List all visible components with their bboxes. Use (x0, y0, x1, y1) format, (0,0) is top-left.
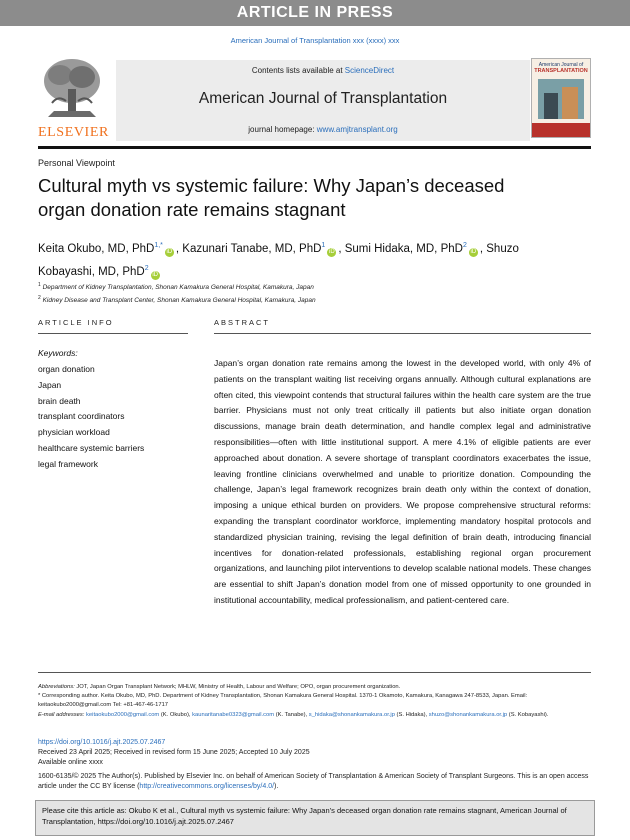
author-name: Shuzo Kobayashi, MD, PhD (38, 243, 519, 278)
cover-strip (532, 123, 590, 137)
abstract-rule (214, 333, 591, 334)
keyword-item[interactable]: brain death (38, 395, 81, 406)
author-affiliation-marker[interactable]: 1 (321, 242, 326, 249)
abbreviations-text: JOT, Japan Organ Transplant Network; MHLW, Ministry of Health, Labour and Welfare; OPO, organ procurement organization. (74, 684, 401, 690)
corresponding-author-note: * Corresponding author. Keita Okubo, MD, PhD. Department of Kidney Transplantation, Shonan Kamakura General Hospital. 1370-1 Okamoto, Kamakura, Kanagawa 247-8533, Japan. Email: keitaokubo2000@gmail.com Tel: +81-467-46-1717 (38, 693, 528, 709)
author-name: Keita Okubo, MD, PhD (38, 243, 155, 255)
email-link[interactable]: keitaokubo2000@gmail.com (86, 711, 160, 718)
email-link[interactable]: shuzo@shonankamakura.or.jp (428, 711, 508, 718)
journal-header-box (116, 60, 530, 141)
affiliation-item (38, 293, 316, 306)
elsevier-logo[interactable] (38, 55, 109, 140)
author-list (38, 236, 568, 282)
license-statement (38, 772, 591, 792)
keyword-item[interactable]: healthcare systemic barriers (38, 442, 145, 453)
license-link[interactable]: http://creativecommons.org/licenses/by/4.0/ (139, 783, 275, 790)
article-section-label: Personal Viewpoint (38, 158, 115, 168)
email-owner: (K. Tanabe), (274, 711, 309, 718)
author-separator: , (338, 243, 345, 255)
elsevier-wordmark: ELSEVIER (38, 125, 109, 140)
homepage-line (116, 125, 530, 134)
email-link[interactable]: kaunaritanabe0323@gmail.com (192, 711, 275, 718)
article-title: Cultural myth vs systemic failure: Why Japan’s deceased organ donation rate remains stagnant (38, 175, 505, 220)
doi-link[interactable]: https://doi.org/10.1016/j.ajt.2025.07.2467 (38, 739, 166, 746)
homepage-link[interactable]: www.amjtransplant.org (316, 125, 398, 134)
affiliation-item (38, 280, 316, 293)
keyword-item[interactable]: Japan (38, 379, 62, 390)
sciencedirect-link[interactable]: ScienceDirect (344, 66, 395, 75)
author-separator: , (479, 243, 487, 255)
affiliation-number: 1 (38, 282, 41, 288)
cover-title-small: American Journal of (538, 62, 584, 68)
affiliations (38, 280, 316, 306)
email-owner: (S. Kobayashi). (507, 711, 549, 718)
abstract-column (214, 318, 591, 609)
orcid-icon[interactable]: iD (166, 249, 173, 255)
author-name: Sumi Hidaka, MD, PhD (344, 243, 463, 255)
affiliation-text: Kidney Disease and Transplant Center, Shonan Kamakura General Hospital, Kamakura, Japan (42, 297, 316, 305)
author-name: Kazunari Tanabe, MD, PhD (182, 243, 322, 255)
orcid-icon[interactable]: iD (328, 249, 335, 255)
available-online: Available online xxxx (38, 759, 103, 766)
footnote-divider (38, 672, 591, 673)
article-in-press-banner: ARTICLE IN PRESS (0, 0, 630, 26)
elsevier-tree-icon (38, 55, 106, 127)
footnotes (38, 683, 591, 720)
orcid-icon[interactable]: iD (470, 249, 477, 255)
cover-image (538, 79, 584, 119)
email-addresses-note (38, 711, 591, 720)
article-info-column (38, 318, 188, 473)
masthead-divider (38, 146, 591, 149)
journal-citation-link[interactable]: American Journal of Transplantation xxx (xxxx) xxx (230, 36, 400, 45)
abbreviations-note (38, 683, 591, 692)
keyword-item[interactable]: legal framework (38, 458, 98, 469)
cover-title (532, 59, 590, 74)
email-owner: (K. Okubo), (159, 711, 193, 718)
abbreviations-label: Abbreviations: (38, 684, 75, 690)
citation-box: Please cite this article as: Okubo K et al., Cultural myth vs systemic failure: Why Japan’s deceased organ donation rate remains stagnant, American Journal of Transplantation, https://doi.org/10.1016/j.ajt.2025.07.2467 (35, 800, 595, 836)
keywords-label: Keywords: (38, 348, 78, 358)
contents-prefix: Contents lists available at (251, 66, 345, 75)
contents-line (116, 66, 530, 75)
keyword-item[interactable]: physician workload (38, 427, 110, 438)
author-affiliation-marker[interactable]: 1,* (154, 242, 163, 249)
orcid-icon[interactable]: iD (152, 272, 158, 278)
journal-name: American Journal of Transplantation (198, 90, 448, 107)
article-metadata (38, 738, 591, 792)
affiliation-number: 2 (38, 295, 41, 302)
article-info-heading: ARTICLE INFO (38, 318, 114, 327)
email-label: E-mail addresses: (38, 711, 85, 718)
abstract-text: Japan’s organ donation rate remains among the lowest in the developed world, with only 4% of patients on the transplant waiting list receiving organs annually. Although cultural explanations are often cited, this viewpoint contends that structural failures within the health care system are the true barrier. Physicians must not only treat critically ill patients but also initiate organ donation discussions, manage brain death determination, and handle complex legal and administrative responsibilities—often with little institutional support. A mere 4.1% of eligible patients are ever approached about donation. A severe shortage of transplant coordinators exacerbates the issue, leaving frontline clinicians overwhelmed and unable to prioritize donation. Compounding the challenge, Japan’s legal framework recognizes brain death only within the context of donation, imposing a unique ethical burden on providers. We propose comprehensive structural reforms: expanding the transplant coordinator workforce, implementing mandatory hospital protocols and standardized physician training, revising the legal definition of brain death, introducing financial incentives for donation-related professionals, establishing regional organ procurement organizations, and launching pilot interventions to develop scalable national models. These changes are essential to shift Japan’s donation model from one of missed opportunity to one grounded in institutional accountability, medical professionalism, and patient-centered care. (214, 358, 591, 605)
article-info-rule (38, 333, 188, 334)
homepage-prefix: journal homepage: (248, 125, 317, 134)
author-separator: , (175, 243, 183, 255)
journal-masthead (38, 52, 591, 146)
journal-cover-thumbnail[interactable] (531, 58, 591, 138)
keyword-item[interactable]: organ donation (38, 364, 95, 374)
affiliation-text: Department of Kidney Transplantation, Shonan Kamakura General Hospital, Kamakura, Japan (42, 284, 314, 292)
cover-title-big: TRANSPLANTATION (534, 68, 588, 74)
license-end: ). (274, 783, 279, 790)
keyword-item[interactable]: transplant coordinators (38, 411, 125, 422)
abstract-heading: ABSTRACT (214, 318, 271, 327)
author-affiliation-marker[interactable]: 2 (144, 265, 149, 272)
received-dates: Received 23 April 2025; Received in revised form 15 June 2025; Accepted 10 July 2025 (38, 749, 310, 756)
email-link[interactable]: s_hidaka@shonankamakura.or.jp (308, 711, 395, 718)
author-affiliation-marker[interactable]: 2 (462, 242, 467, 249)
license-text: 1600-6135/© 2025 The Author(s). Published by Elsevier Inc. on behalf of American Society of Transplantation & American Society of Transplant Surgeons. This is an open access article under the CC BY license ( (38, 773, 589, 790)
email-owner: (S. Hidaka), (394, 711, 429, 718)
